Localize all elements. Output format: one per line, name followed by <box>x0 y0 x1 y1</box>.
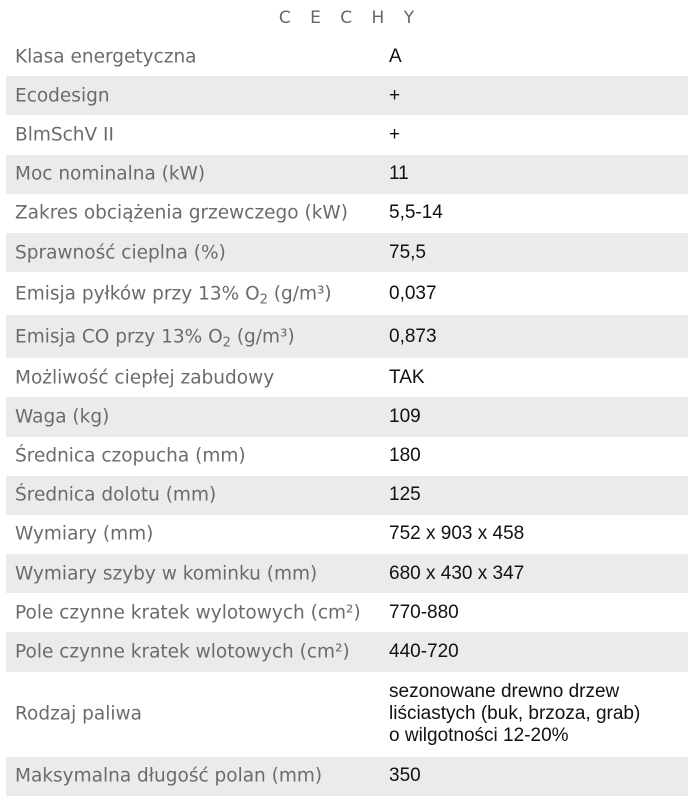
table-row <box>6 194 688 233</box>
row-value: 440-720 <box>389 641 459 663</box>
table-row <box>6 593 688 632</box>
table-row <box>6 272 688 315</box>
subscript: 2 <box>259 292 268 308</box>
row-value: 11 <box>389 163 409 185</box>
row-label: Rodzaj paliwa <box>15 703 142 725</box>
section-title: C E C H Y <box>278 8 422 28</box>
row-label: Emisja pyłków przy 13% $O_2$ (g/m³) <box>15 283 332 308</box>
subscript: 2 <box>222 335 231 351</box>
row-value: 680 x 430 x 347 <box>389 562 525 584</box>
row-value: 0,873 <box>389 325 437 347</box>
row-label: Ecodesign <box>15 85 110 107</box>
row-label: BlmSchV II <box>15 124 114 146</box>
value-line: sezonowane drewno drzew <box>389 681 620 703</box>
row-label: Średnica dolotu (mm) <box>15 484 217 506</box>
table-row <box>6 632 688 671</box>
table-row <box>6 515 688 554</box>
row-label: Emisja CO przy 13% $O_2$ (g/m³) <box>15 326 295 351</box>
row-value <box>389 681 684 747</box>
row-label: Maksymalna długość polan (mm) <box>15 765 323 787</box>
row-label: Zakres obciążenia grzewczego (kW) <box>15 202 348 224</box>
row-value: + <box>389 123 401 145</box>
table-row <box>6 233 688 272</box>
row-value: A <box>389 45 402 67</box>
table-row <box>6 37 688 76</box>
row-label: Możliwość ciepłej zabudowy <box>15 367 275 389</box>
row-label: Pole czynne kratek wlotowych (cm²) <box>15 641 350 663</box>
row-label: Klasa energetyczna <box>15 46 197 68</box>
table-row <box>6 476 688 515</box>
value-line: o wilgotności 12-20% <box>389 725 569 747</box>
row-value: 5,5-14 <box>389 202 443 224</box>
row-label: Wymiary (mm) <box>15 523 154 545</box>
features-table <box>6 37 688 796</box>
table-row <box>6 155 688 194</box>
row-label: Średnica czopucha (mm) <box>15 445 246 467</box>
table-row <box>6 437 688 476</box>
row-value: + <box>389 84 401 106</box>
row-value: 75,5 <box>389 241 426 263</box>
row-value: 125 <box>389 484 421 506</box>
row-value: 180 <box>389 445 421 467</box>
table-row <box>6 397 688 436</box>
row-value: 752 x 903 x 458 <box>389 523 525 545</box>
row-value: 109 <box>389 405 421 427</box>
row-value: 350 <box>389 765 421 787</box>
row-label: Sprawność cieplna (%) <box>15 242 226 264</box>
row-label: Waga (kg) <box>15 406 110 428</box>
row-label: Pole czynne kratek wylotowych (cm²) <box>15 602 361 624</box>
table-row <box>6 76 688 115</box>
table-row <box>6 115 688 154</box>
table-row <box>6 315 688 358</box>
row-value: 770-880 <box>389 601 459 623</box>
row-value: TAK <box>389 366 425 388</box>
table-row <box>6 358 688 397</box>
row-value: 0,037 <box>389 282 437 304</box>
table-row <box>6 554 688 593</box>
value-line: liściastych (buk, brzoza, grab) <box>389 703 641 725</box>
row-label: Wymiary szyby w kominku (mm) <box>15 563 318 585</box>
row-label: Moc nominalna (kW) <box>15 163 206 185</box>
table-row <box>6 757 688 796</box>
table-row <box>6 672 688 757</box>
